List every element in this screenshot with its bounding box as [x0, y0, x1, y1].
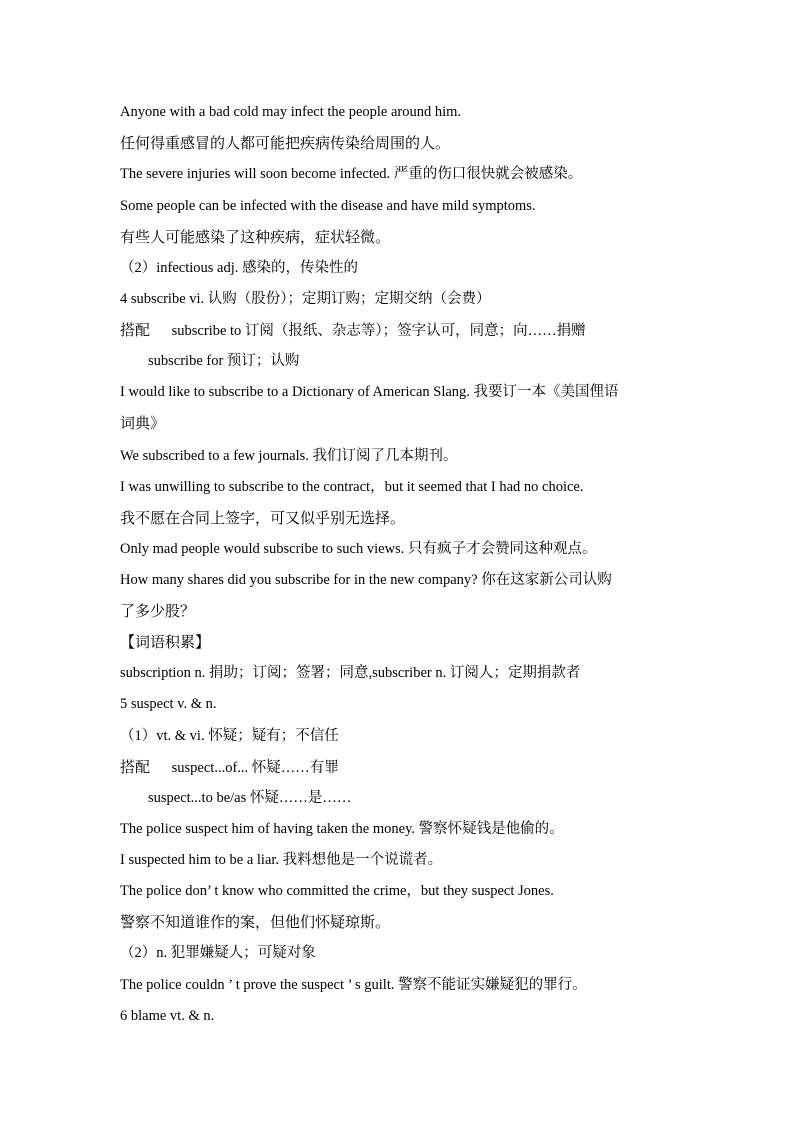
- text-line: 有些人可能感染了这种疾病，症状轻微。: [120, 228, 391, 246]
- text-line: （2）infectious adj. 感染的，传染性的: [120, 260, 359, 276]
- text-line: 6 blame vt. & n.: [120, 1008, 215, 1024]
- text-line: I would like to subscribe to a Dictionary of American Slang. 我要订一本《美国俚语: [120, 384, 619, 400]
- text-line: 4 subscribe vi. 认购（股份）；定期订购；定期交纳（会费）: [120, 291, 491, 307]
- text-line: subscribe to 订阅（报纸、杂志等）；签字认可，同意；向……捐赠: [171, 323, 586, 339]
- collocation-label: 搭配: [120, 758, 151, 776]
- text-line: suspect...to be/as 怀疑……是……: [148, 790, 352, 806]
- text-line: 词典》: [120, 414, 166, 432]
- text-line: Anyone with a bad cold may infect the people around him.: [120, 104, 462, 120]
- text-line: The police suspect him of having taken the money. 警察怀疑钱是他偷的。: [120, 821, 564, 837]
- collocation-row: [120, 757, 339, 778]
- text-line: How many shares did you subscribe for in the new company? 你在这家新公司认购: [120, 572, 612, 588]
- section-heading: 【词语积累】: [120, 633, 211, 651]
- text-line: subscription n. 捐助；订阅；签署；同意,subscriber n. 订阅人；定期捐款者: [120, 665, 581, 681]
- text-line: 了多少股？: [120, 602, 196, 620]
- text-line: 任何得重感冒的人都可能把疾病传染给周围的人。: [120, 134, 451, 152]
- text-line: I was unwilling to subscribe to the contract，but it seemed that I had no choice.: [120, 479, 584, 495]
- text-line: suspect...of... 怀疑……有罪: [171, 760, 339, 776]
- text-line: I suspected him to be a liar. 我料想他是一个说谎者。: [120, 852, 443, 868]
- collocation-row: [120, 320, 586, 341]
- collocation-label: 搭配: [120, 321, 151, 339]
- text-line: Some people can be infected with the disease and have mild symptoms.: [120, 198, 536, 214]
- text-line: Only mad people would subscribe to such views. 只有疯子才会赞同这种观点。: [120, 541, 597, 557]
- text-line: subscribe for 预订；认购: [148, 353, 300, 369]
- text-line: 5 suspect v. & n.: [120, 696, 217, 712]
- text-line: The police couldn ’ t prove the suspect ’ s guilt. 警察不能证实嫌疑犯的罪行。: [120, 977, 587, 993]
- text-line: We subscribed to a few journals. 我们订阅了几本期刊。: [120, 448, 458, 464]
- text-line: 我不愿在合同上签字，可又似乎别无选择。: [120, 509, 406, 527]
- text-line: The police don’ t know who committed the crime，but they suspect Jones.: [120, 883, 554, 899]
- text-line: The severe injuries will soon become infected. 严重的伤口很快就会被感染。: [120, 166, 583, 182]
- text-line: （1）vt. & vi. 怀疑；疑有；不信任: [120, 728, 339, 744]
- text-line: 警察不知道谁作的案，但他们怀疑琼斯。: [120, 913, 391, 931]
- text-line: （2）n. 犯罪嫌疑人；可疑对象: [120, 945, 316, 961]
